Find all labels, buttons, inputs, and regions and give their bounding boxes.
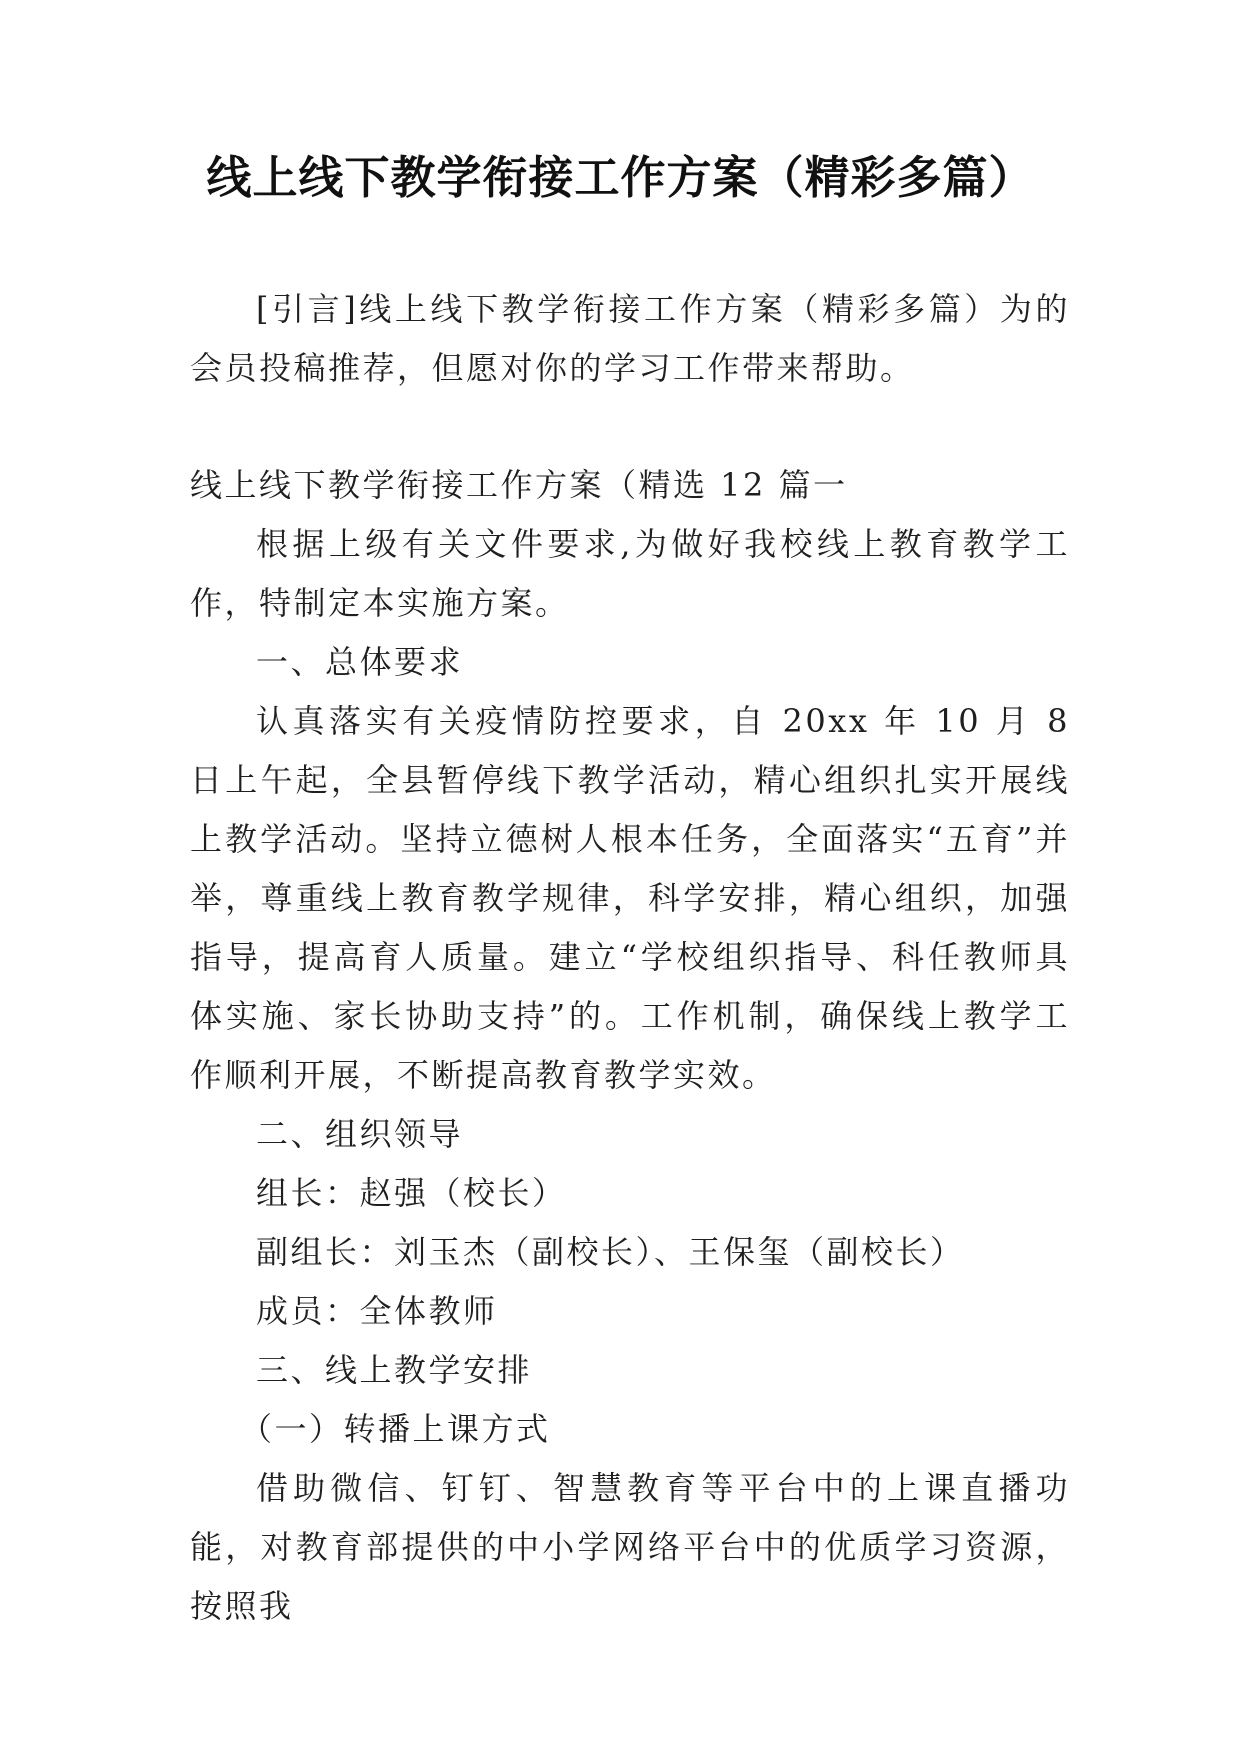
heading-online-teaching: 三、线上教学安排 xyxy=(256,1351,533,1389)
organization-leader: 组长：赵强（校长） xyxy=(256,1174,567,1212)
subheading-broadcast-method: （一）转播上课方式 xyxy=(240,1410,551,1448)
organization-members: 成员：全体教师 xyxy=(256,1292,498,1330)
heading-organization: 二、组织领导 xyxy=(256,1115,464,1153)
section-heading: 线上线下教学衔接工作方案（精选 12 篇一 xyxy=(190,466,848,504)
organization-deputy-leaders: 副组长：刘玉杰（副校长）、王保玺（副校长） xyxy=(256,1233,965,1271)
paragraph-general-requirements: 认真落实有关疫情防控要求，自 20xx 年 10 月 8 日上午起，全县暂停线下教学活动，精心组织扎实开展线上教学活动。坚持立德树人根本任务，全面落实“五育”并举，尊重线上教育教学规律，科学安排，精心组织，加强指导，提高育人质量。建立“学校组织指导、科任教师具体实施、家长协助支持”的。工作机制，确保线上教学工作顺利开展，不断提高教育教学实效。 xyxy=(190,702,1070,1094)
heading-general-requirements: 一、总体要求 xyxy=(256,643,464,681)
paragraph-purpose: 根据上级有关文件要求,为做好我校线上教育教学工作，特制定本实施方案。 xyxy=(190,525,1070,622)
document-title: 线上线下教学衔接工作方案（精彩多篇） xyxy=(206,151,1035,204)
paragraph-broadcast-method: 借助微信、钉钉、智慧教育等平台中的上课直播功能，对教育部提供的中小学网络平台中的优质学习资源，按照我 xyxy=(190,1469,1070,1625)
paragraph-gap xyxy=(190,398,1070,456)
document-body xyxy=(190,280,1070,1636)
intro-paragraph: [引言]线上线下教学衔接工作方案（精彩多篇）为的会员投稿推荐，但愿对你的学习工作带来帮助。 xyxy=(190,290,1070,387)
